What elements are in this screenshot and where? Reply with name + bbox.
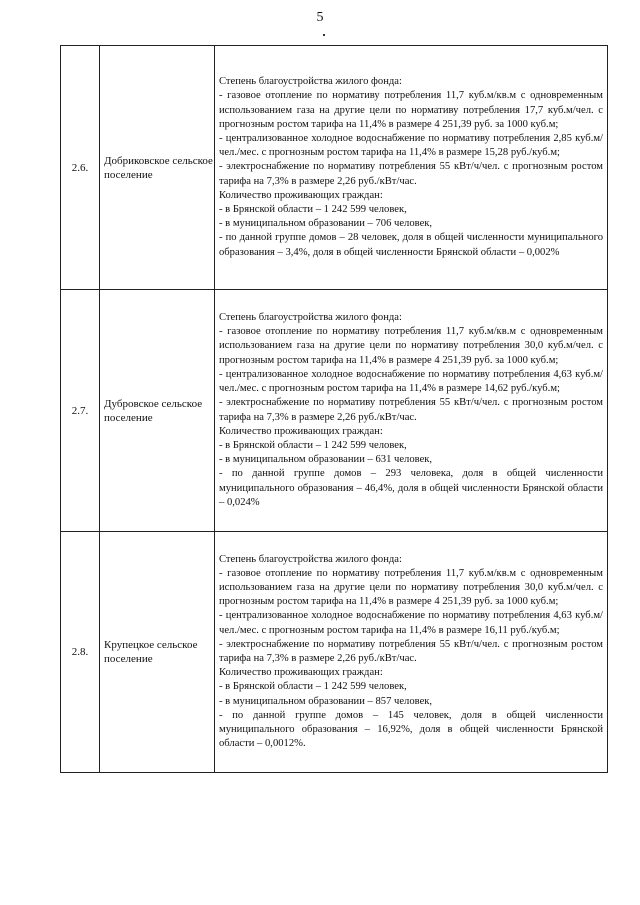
settlement-name: Крупецкое сельское поселение <box>100 532 215 773</box>
description-line: - газовое отопление по нормативу потребления 11,7 куб.м/кв.м с одновременным использованием газа на другие цели по нормативу потребления 30,0 куб.м/чел. с прогнозным ростом тарифа на 11,4% в размере 4 251,39 руб. за 1000 куб.м; <box>219 326 603 366</box>
table-row <box>61 290 608 532</box>
settlement-name: Дубровское сельское поселение <box>100 290 215 532</box>
description-line: Степень благоустройства жилого фонда: <box>219 553 402 565</box>
row-number: 2.6. <box>61 46 100 290</box>
page-number: 5 <box>316 10 324 25</box>
description-line: - газовое отопление по нормативу потребления 11,7 куб.м/кв.м с одновременным использованием газа на другие цели по нормативу потребления 17,7 куб.м/чел. с прогнозным ростом тарифа на 11,4% в размере 4 251,39 руб. за 1000 куб.м; <box>219 90 603 130</box>
row-description <box>215 532 608 773</box>
description-line: - централизованное холодное водоснабжение по нормативу потребления 2,85 куб.м/чел./мес. с прогнозным ростом тарифа на 11,4% в размере 15,28 руб./куб.м; <box>219 132 603 159</box>
description-line: - газовое отопление по нормативу потребления 11,7 куб.м/кв.м с одновременным использованием газа на другие цели по нормативу потребления 30,0 куб.м/чел. с прогнозным ростом тарифа на 11,4% в размере 4 251,39 руб. за 1000 куб.м; <box>219 567 603 608</box>
description-line: - в муниципальном образовании – 706 человек, <box>219 218 433 230</box>
settlement-name: Добриковское сельское поселение <box>100 46 215 290</box>
description-line: - централизованное холодное водоснабжение по нормативу потребления 4,63 куб.м/чел./мес. с прогнозным ростом тарифа на 11,4% в размере 16,11 руб./куб.м; <box>219 610 603 636</box>
settlements-table <box>60 45 608 773</box>
description-line: Степень благоустройства жилого фонда: <box>219 312 402 324</box>
description-line: - по данной группе домов – 293 человека, доля в общей численности муниципального образования – 46,4%, доля в общей численности Брянской области – 0,024% <box>219 468 603 508</box>
description-line: - централизованное холодное водоснабжение по нормативу потребления 4,63 куб.м/чел./мес. с прогнозным ростом тарифа на 11,4% в размере 14,62 руб./куб.м; <box>219 368 603 395</box>
table-row <box>61 532 608 773</box>
description-line: Количество проживающих граждан: <box>219 425 383 437</box>
description-line: - в Брянской области – 1 242 599 человек, <box>219 439 407 451</box>
description-line: - по данной группе домов – 28 человек, доля в общей численности муниципального образования – 3,4%, доля в общей численности Брянской области – 0,002% <box>219 232 603 258</box>
description-line: - по данной группе домов – 145 человек, доля в общей численности муниципального образования – 16,92%, доля в общей численности Брянской области – 0,0012%. <box>219 709 603 750</box>
description-line: - в Брянской области – 1 242 599 человек, <box>219 204 407 215</box>
description-line: - в муниципальном образовании – 857 человек, <box>219 695 433 707</box>
row-number: 2.8. <box>61 532 100 773</box>
description-line: - электроснабжение по нормативу потребления 55 кВт/ч/чел. с прогнозным ростом тарифа на 7,3% в размере 2,26 руб./кВт/час. <box>219 638 603 664</box>
description-line: - в муниципальном образовании – 631 человек, <box>219 454 433 466</box>
scan-dot <box>323 34 325 36</box>
row-number: 2.7. <box>61 290 100 532</box>
row-description <box>215 46 608 290</box>
table-row <box>61 46 608 290</box>
description-line: - электроснабжение по нормативу потребления 55 кВт/ч/чел. с прогнозным ростом тарифа на 7,3% в размере 2,26 руб./кВт/час. <box>219 397 603 423</box>
description-line: - в Брянской области – 1 242 599 человек, <box>219 681 407 693</box>
description-line: - электроснабжение по нормативу потребления 55 кВт/ч/чел. с прогнозным ростом тарифа на 7,3% в размере 2,26 руб./кВт/час. <box>219 161 603 187</box>
description-line: Количество проживающих граждан: <box>219 189 383 201</box>
row-description <box>215 290 608 532</box>
description-line: Степень благоустройства жилого фонда: <box>219 76 402 88</box>
description-line: Количество проживающих граждан: <box>219 667 383 679</box>
